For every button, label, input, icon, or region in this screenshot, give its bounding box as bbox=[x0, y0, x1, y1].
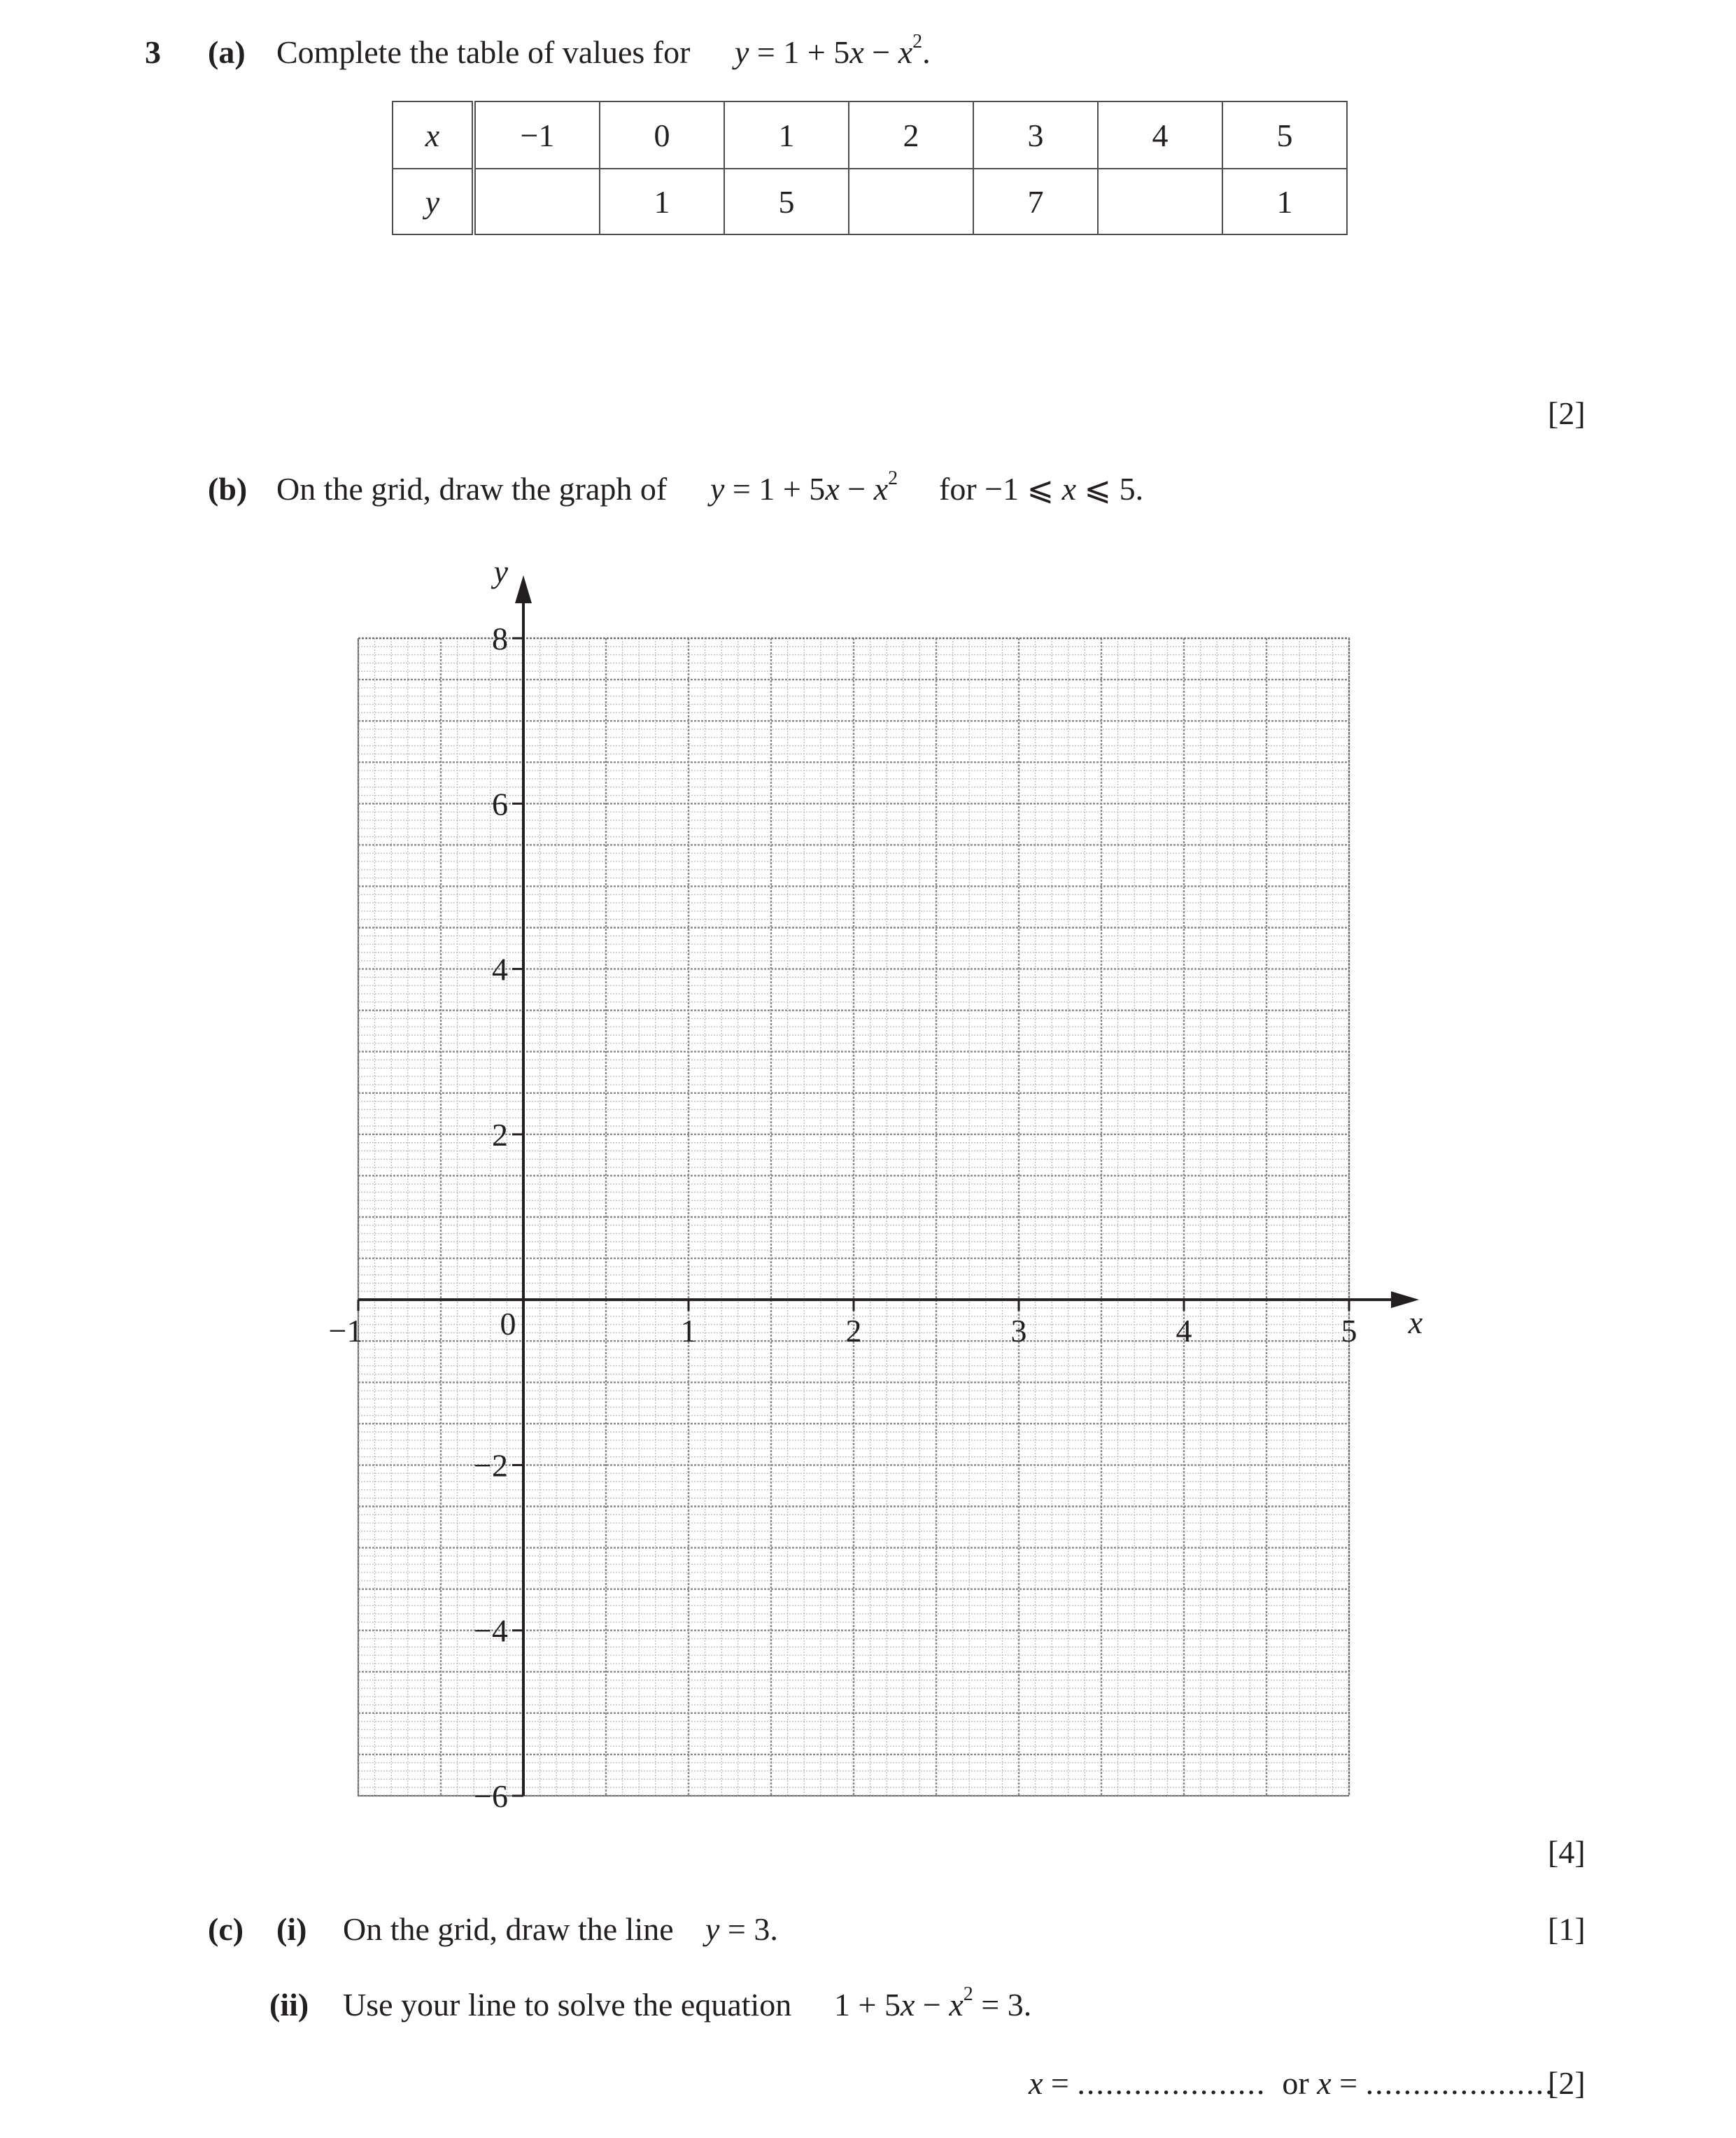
table-x-cell: −1 bbox=[474, 101, 600, 169]
part-a-equation: $y = 1 + 5x - x^2$. bbox=[735, 31, 931, 70]
y-axis-label: y bbox=[493, 554, 508, 589]
y-tick-label: −2 bbox=[474, 1447, 508, 1484]
y-tick-label: 6 bbox=[492, 786, 508, 822]
table-x-cell: 0 bbox=[600, 101, 724, 169]
x-axis-label: x bbox=[1408, 1304, 1423, 1341]
part-a-marks: [2] bbox=[1548, 395, 1586, 431]
x-tick-label: 4 bbox=[1176, 1313, 1192, 1349]
part-c-ii-marks: [2] bbox=[1548, 2065, 1586, 2101]
table-x-header: x bbox=[393, 101, 474, 169]
answer-x2-var: x bbox=[1317, 2065, 1332, 2101]
part-b-label: (b) bbox=[208, 471, 248, 507]
part-c-ii-label: (ii) bbox=[269, 1987, 309, 2023]
x-tick-label: 5 bbox=[1341, 1313, 1357, 1349]
y-tick-label: 4 bbox=[492, 951, 508, 987]
part-a-label: (a) bbox=[208, 34, 246, 70]
answer-eq-sign-2: = bbox=[1339, 2065, 1358, 2101]
part-b-equation: $y = 1 + 5x - x^2$ bbox=[710, 467, 898, 507]
table-y-header: y bbox=[393, 169, 474, 234]
x-tick-label: 0 bbox=[500, 1306, 516, 1342]
x-tick-label: −1 bbox=[328, 1313, 363, 1349]
part-c-i-marks: [1] bbox=[1548, 1911, 1586, 1947]
answer-line bbox=[1029, 2067, 1555, 2100]
table-y-cell: 5 bbox=[724, 169, 849, 234]
answer-eq-sign-1: = bbox=[1050, 2065, 1069, 2101]
table-y-cell: 1 bbox=[600, 169, 724, 234]
answer-blank-1[interactable]: .................... bbox=[1077, 2065, 1266, 2101]
part-b-range: for −1 ⩽ x ⩽ 5. bbox=[939, 471, 1144, 507]
answer-blank-2[interactable]: .................... bbox=[1365, 2065, 1555, 2101]
y-tick-label: −4 bbox=[474, 1612, 508, 1649]
table-x-cell: 5 bbox=[1222, 101, 1347, 169]
table-y-cell: 7 bbox=[973, 169, 1098, 234]
part-c-i-label: (i) bbox=[276, 1911, 307, 1947]
answer-x1-var: x bbox=[1029, 2065, 1043, 2101]
x-tick-label: 3 bbox=[1010, 1313, 1027, 1349]
y-axis-arrow bbox=[515, 575, 532, 603]
x-tick-label: 2 bbox=[845, 1313, 862, 1349]
table-y-cell: 1 bbox=[1222, 169, 1347, 234]
part-c-ii-text: Use your line to solve the equation bbox=[343, 1987, 792, 2023]
table-x-cell: 4 bbox=[1098, 101, 1222, 169]
question-number: 3 bbox=[145, 34, 161, 70]
part-b-marks: [4] bbox=[1548, 1834, 1586, 1870]
table-x-cell: 1 bbox=[724, 101, 849, 169]
part-a-text: Complete the table of values for bbox=[276, 34, 691, 70]
part-c-i-equation: y = 3. bbox=[705, 1911, 778, 1947]
y-tick-label: 2 bbox=[492, 1116, 508, 1153]
table-x-cell: 2 bbox=[849, 101, 973, 169]
part-c-ii-equation: $1 + 5x - x^2 = 3$. bbox=[834, 1983, 1032, 2023]
part-c-label: (c) bbox=[208, 1911, 244, 1947]
x-tick-label: 1 bbox=[680, 1313, 697, 1349]
part-c-i-text: On the grid, draw the line bbox=[343, 1911, 674, 1947]
part-b-text: On the grid, draw the graph of bbox=[276, 471, 668, 507]
y-tick-label: 8 bbox=[492, 621, 508, 656]
y-tick-label: −6 bbox=[474, 1778, 508, 1814]
table-x-cell: 3 bbox=[973, 101, 1098, 169]
answer-or: or bbox=[1282, 2065, 1309, 2101]
